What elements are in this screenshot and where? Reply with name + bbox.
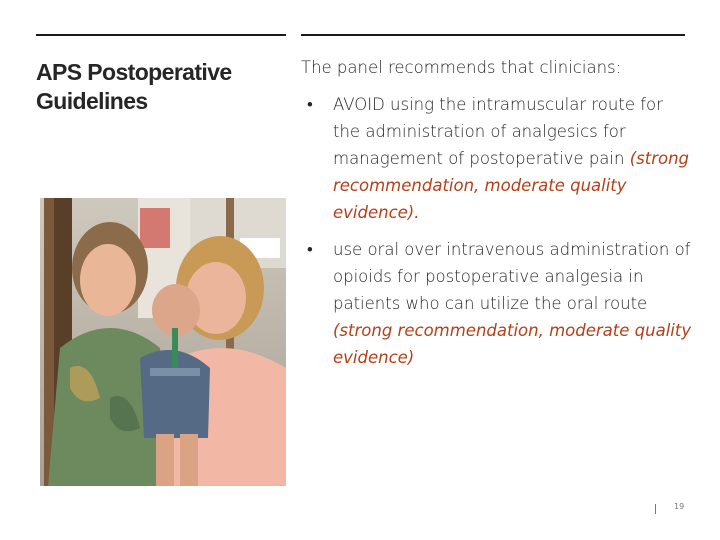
bullet-marker: •	[307, 240, 313, 259]
evidence-note: (strong recommendation, moderate quality evidence).	[333, 149, 690, 222]
recommendation-text: AVOID using the intramuscular route for the administration of analgesics for management of postoperative pain	[333, 95, 663, 168]
slide-title-line-1: APS Postoperative	[36, 59, 232, 85]
page-number: 19	[674, 502, 685, 511]
bullet-marker: •	[307, 95, 313, 114]
recommendation-item	[301, 91, 693, 226]
evidence-note: (strong recommendation, moderate quality evidence)	[333, 321, 692, 367]
family-photo-illustration	[40, 198, 286, 486]
recommendation-text: use oral over intravenous administration of opioids for postoperative analgesia in patients who can utilize the oral route	[333, 240, 691, 313]
intro-text: The panel recommends that clinicians:	[301, 58, 622, 77]
footer-separator	[655, 504, 656, 514]
slide-title	[36, 58, 286, 116]
slide-title-line-2: Guidelines	[36, 88, 148, 114]
slide-photo	[40, 198, 286, 486]
slide-body	[301, 54, 693, 381]
recommendation-item	[301, 236, 693, 371]
title-rule	[36, 34, 286, 36]
content-rule	[301, 34, 685, 36]
